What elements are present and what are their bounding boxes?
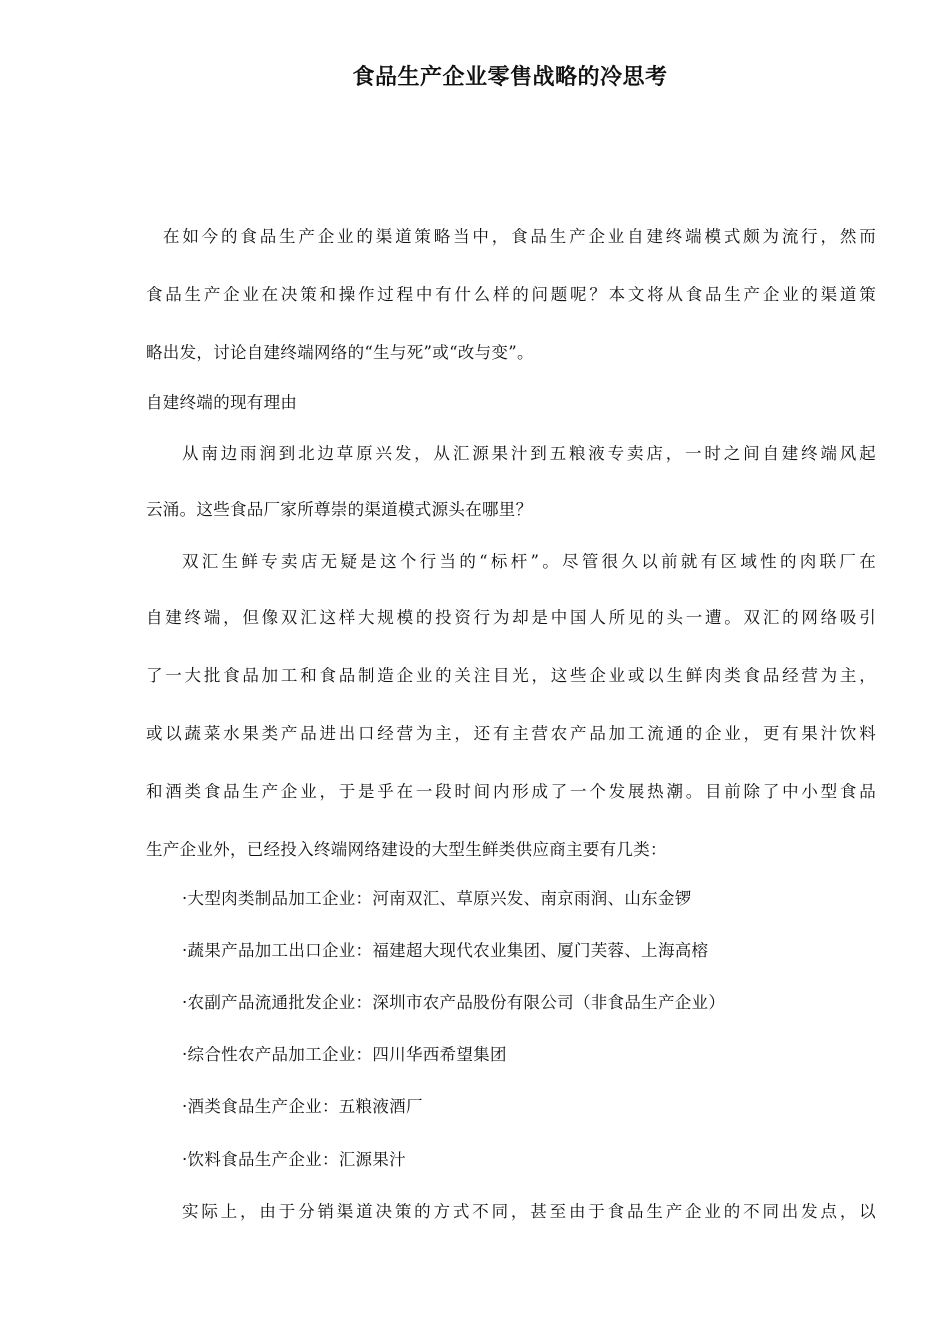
para2-line-5: 和酒类食品生产企业，于是乎在一段时间内形成了一个发展热潮。目前除了中小型食品 <box>146 782 876 801</box>
para2-line-1: 双汇生鲜专卖店无疑是这个行当的“标杆”。尽管很久以前就有区域性的肉联厂在 <box>182 552 876 571</box>
para2-line-2: 自建终端，但像双汇这样大规模的投资行为却是中国人所见的头一遭。双汇的网络吸引 <box>146 608 876 627</box>
para2-line-6: 生产企业外，已经投入终端网络建设的大型生鲜类供应商主要有几类： <box>146 840 667 859</box>
intro-line-2: 食品生产企业在决策和操作过程中有什么样的问题呢？本文将从食品生产企业的渠道策 <box>146 285 876 304</box>
para2-line-4: 或以蔬菜水果类产品进出口经营为主，还有主营农产品加工流通的企业，更有果汁饮料 <box>146 724 876 743</box>
para2-line-3: 了一大批食品加工和食品制造企业的关注目光，这些企业或以生鲜肉类食品经营为主， <box>146 666 876 685</box>
list-item: ·饮料食品生产企业：汇源果汁 <box>182 1150 406 1169</box>
list-item: ·综合性农产品加工企业：四川华西希望集团 <box>182 1045 507 1064</box>
para1-line-1: 从南边雨润到北边草原兴发，从汇源果汁到五粮液专卖店，一时之间自建终端风起 <box>182 444 876 463</box>
list-item: ·大型肉类制品加工企业：河南双汇、草原兴发、南京雨润、山东金锣 <box>182 889 692 908</box>
list-item: ·蔬果产品加工出口企业：福建超大现代农业集团、厦门芙蓉、上海高榕 <box>182 941 709 960</box>
list-item: ·酒类食品生产企业：五粮液酒厂 <box>182 1097 423 1116</box>
section-heading: 自建终端的现有理由 <box>146 393 298 412</box>
list-item: ·农副产品流通批发企业：深圳市农产品股份有限公司（非食品生产企业） <box>182 993 726 1012</box>
para3-line-1: 实际上，由于分销渠道决策的方式不同，甚至由于食品生产企业的不同出发点，以 <box>182 1202 876 1221</box>
document-title: 食品生产企业零售战略的冷思考 <box>352 65 668 90</box>
intro-line-3: 略出发，讨论自建终端网络的“生与死”或“改与变”。 <box>146 343 534 362</box>
para1-line-2: 云涌。这些食品厂家所尊崇的渠道模式源头在哪里？ <box>146 500 533 519</box>
intro-line-1: 在如今的食品生产企业的渠道策略当中，食品生产企业自建终端模式颇为流行，然而 <box>163 227 876 246</box>
